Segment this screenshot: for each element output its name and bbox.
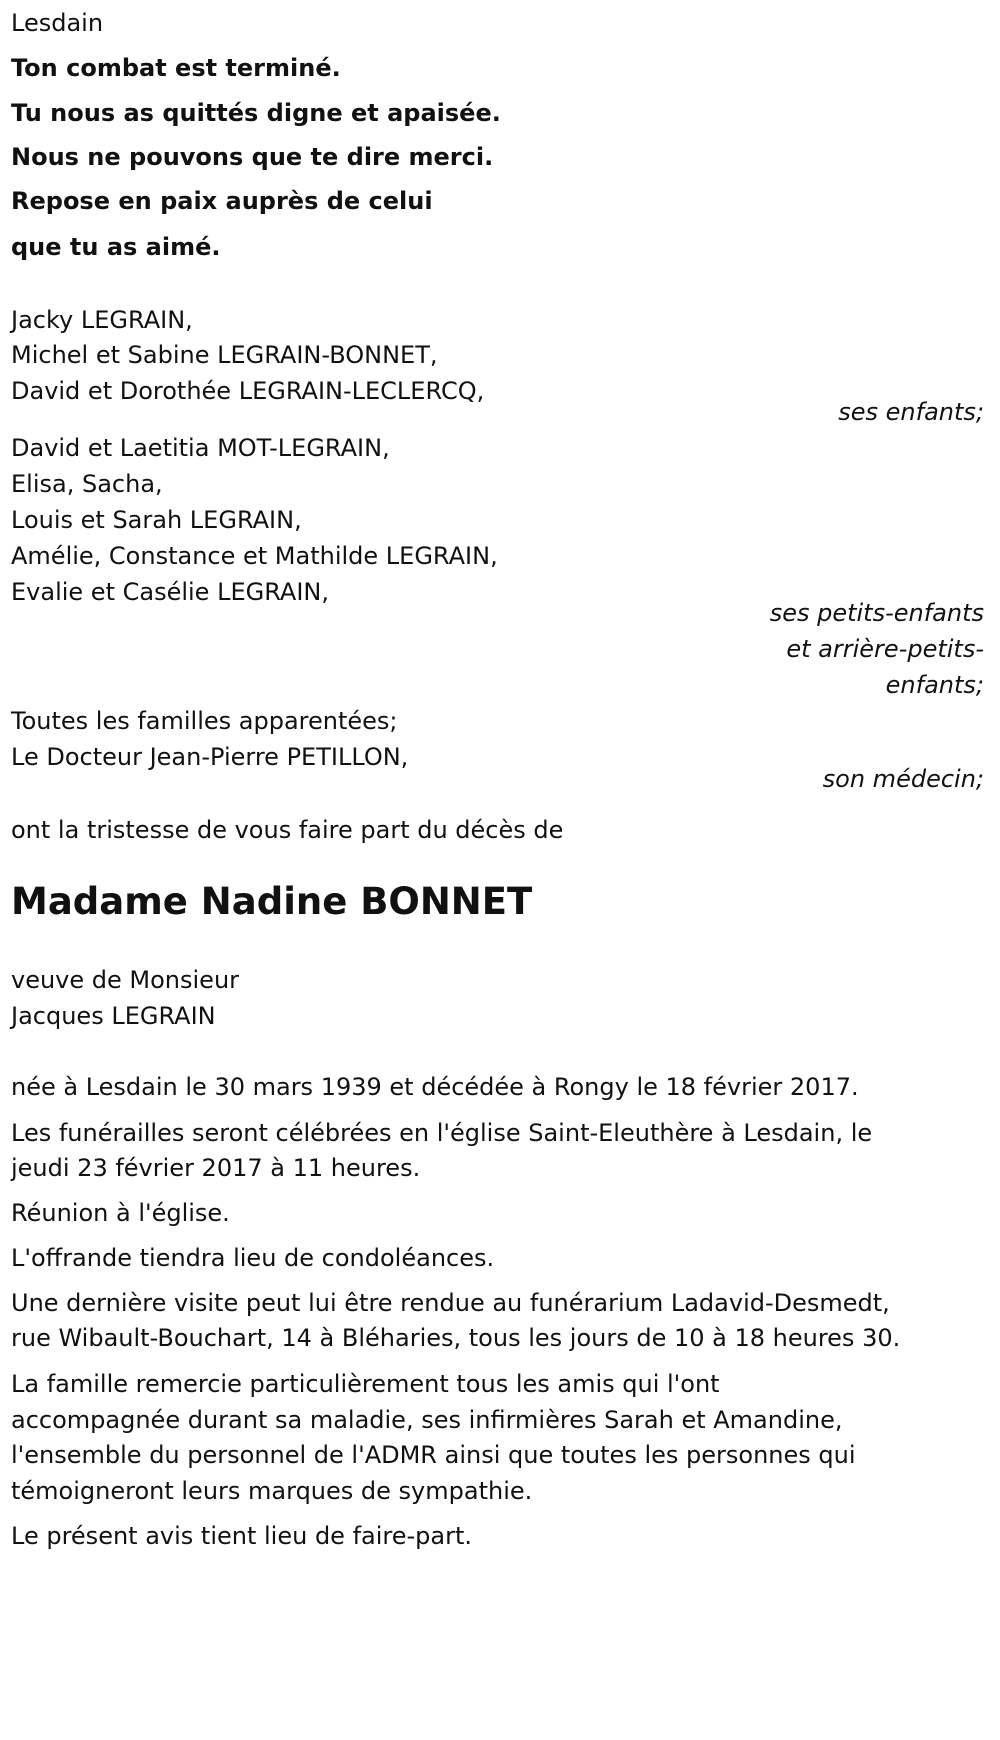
grandchildren-role: et arrière-petits- bbox=[786, 635, 984, 663]
grandchild-name: Louis et Sarah LEGRAIN, bbox=[11, 506, 302, 534]
child-name: Jacky LEGRAIN, bbox=[11, 306, 193, 334]
poem-line: Tu nous as quittés digne et apaisée. bbox=[11, 99, 501, 127]
widow-line: Jacques LEGRAIN bbox=[11, 1002, 216, 1030]
grandchild-name: Amélie, Constance et Mathilde LEGRAIN, bbox=[11, 542, 498, 570]
announcement: ont la tristesse de vous faire part du décès de bbox=[11, 816, 564, 844]
grandchild-name: David et Laetitia MOT-LEGRAIN, bbox=[11, 434, 390, 462]
detail-line: La famille remercie particulièrement tous les amis qui l'ont bbox=[11, 1370, 720, 1398]
children-role: ses enfants; bbox=[838, 398, 984, 426]
doctor-line: Le Docteur Jean-Pierre PETILLON, bbox=[11, 743, 409, 771]
detail-line: accompagnée durant sa maladie, ses infirmières Sarah et Amandine, bbox=[11, 1406, 843, 1434]
grandchild-name: Elisa, Sacha, bbox=[11, 470, 163, 498]
detail-line: rue Wibault-Bouchart, 14 à Bléharies, tous les jours de 10 à 18 heures 30. bbox=[11, 1324, 901, 1352]
deceased-name: Madame Nadine BONNET bbox=[11, 880, 533, 923]
grandchildren-role: ses petits-enfants bbox=[769, 599, 984, 627]
detail-line: l'ensemble du personnel de l'ADMR ainsi que toutes les personnes qui bbox=[11, 1441, 856, 1469]
detail-line: Les funérailles seront célébrées en l'église Saint-Eleuthère à Lesdain, le bbox=[11, 1119, 873, 1147]
families-line: Toutes les familles apparentées; bbox=[11, 707, 398, 735]
child-name: David et Dorothée LEGRAIN-LECLERCQ, bbox=[11, 377, 485, 405]
poem-line: que tu as aimé. bbox=[11, 233, 221, 261]
poem-line: Ton combat est terminé. bbox=[11, 54, 341, 82]
detail-line: Réunion à l'église. bbox=[11, 1199, 230, 1227]
detail-line: Le présent avis tient lieu de faire-part. bbox=[11, 1522, 473, 1550]
detail-line: née à Lesdain le 30 mars 1939 et décédée à Rongy le 18 février 2017. bbox=[11, 1073, 859, 1101]
child-name: Michel et Sabine LEGRAIN-BONNET, bbox=[11, 341, 438, 369]
poem-line: Repose en paix auprès de celui bbox=[11, 187, 433, 215]
widow-line: veuve de Monsieur bbox=[11, 966, 240, 994]
detail-line: témoigneront leurs marques de sympathie. bbox=[11, 1477, 533, 1505]
detail-line: L'offrande tiendra lieu de condoléances. bbox=[11, 1244, 495, 1272]
detail-line: jeudi 23 février 2017 à 11 heures. bbox=[11, 1154, 421, 1182]
poem-line: Nous ne pouvons que te dire merci. bbox=[11, 143, 494, 171]
doctor-role: son médecin; bbox=[822, 765, 984, 793]
location: Lesdain bbox=[11, 9, 104, 37]
grandchildren-role: enfants; bbox=[885, 671, 984, 699]
detail-line: Une dernière visite peut lui être rendue au funérarium Ladavid-Desmedt, bbox=[11, 1289, 890, 1317]
grandchild-name: Evalie et Casélie LEGRAIN, bbox=[11, 578, 329, 606]
